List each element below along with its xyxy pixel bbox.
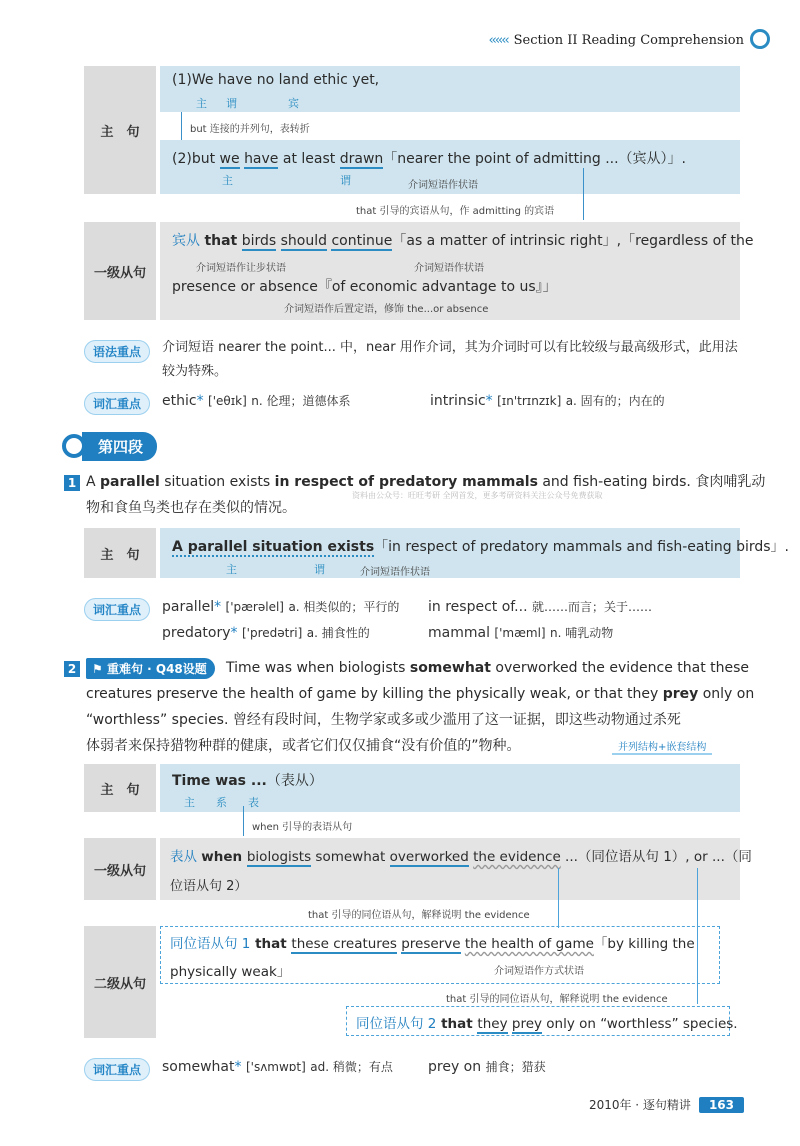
- footer: [589, 1096, 744, 1113]
- label-main-clause: 主 句: [84, 66, 156, 194]
- label-main-clause-3: 主 句: [84, 764, 156, 812]
- para4-s2-line3: “worthless” species. 曾经有段时间，生物学家或多或少滥用了这一证据，即这些动物通过杀死: [86, 712, 681, 728]
- adv-note-1: 介词短语作状语: [408, 180, 478, 191]
- clause-2: presence or absence『of economic advantage to us』」: [172, 279, 557, 295]
- sentence-number-2: 2: [64, 661, 80, 677]
- para4-s1-line1: A parallel situation exists in respect of predatory mammals and fish-eating birds. 食肉哺乳动: [86, 474, 766, 490]
- sentence-1: (1)We have no land ethic yet,: [172, 72, 380, 88]
- s2-clause-3: 同位语从句 2 that they prey only on “worthless” species.: [356, 1016, 738, 1032]
- tag-wei-3: 谓: [314, 563, 325, 576]
- link-note-3: that 引导的同位语从句，解释说明 the evidence: [308, 910, 530, 921]
- watermark: 资料由公众号：旺旺考研 全网首发，更多考研资料关注公众号免费获取: [352, 491, 603, 500]
- tag-zhu-4: 主: [184, 796, 195, 809]
- grammar-pill: 语法重点: [84, 340, 150, 363]
- para4-s2-line4: 体弱者来保持猎物种群的健康，或者它们仅仅捕食“没有价值的”物种。: [86, 738, 521, 754]
- vocab-parallel: parallel* ['pærəlel] a. 相类似的；平行的: [162, 599, 400, 615]
- adv-note-3: 介词短语作状语: [414, 263, 484, 274]
- link-line-2: [243, 806, 244, 836]
- link-line-3: [558, 868, 559, 928]
- vocab-prey-on: prey on 捕食；猎获: [428, 1059, 546, 1075]
- vocab-ethic: ethic* ['eθɪk] n. 伦理；道德体系: [162, 393, 351, 409]
- vocab-mammal: mammal ['mæml] n. 哺乳动物: [428, 625, 614, 641]
- header-title: Section II Reading Comprehension: [513, 32, 744, 48]
- tag-zhu-3: 主: [226, 563, 237, 576]
- sentence-number-1: 1: [64, 475, 80, 491]
- vocab-pill-1: 词汇重点: [84, 392, 150, 415]
- tag-wei-2: 谓: [340, 174, 351, 187]
- vocab-intrinsic: intrinsic* [ɪn'trɪnzɪk] a. 固有的；内在的: [430, 393, 665, 409]
- vocab-predatory: predatory* ['predətri] a. 捕食性的: [162, 625, 370, 641]
- header-arrows: ‹‹‹‹‹‹: [488, 32, 508, 48]
- attr-note: 介词短语作后置定语，修饰 the...or absence: [284, 304, 489, 315]
- adv-note-2: 介词短语作让步状语: [196, 263, 286, 274]
- link-note-4: that 引导的同位语从句，解释说明 the evidence: [446, 994, 668, 1005]
- vocab-in-respect-of: in respect of... 就……而言；关于……: [428, 599, 652, 615]
- vocab-pill-2: 词汇重点: [84, 598, 150, 621]
- tag-wei: 谓: [226, 97, 237, 110]
- running-header: [488, 30, 770, 50]
- s2-clause-2-line2: physically weak」: [170, 964, 291, 980]
- s1-main: A parallel situation exists「in respect of predatory mammals and fish-eating birds」.: [172, 539, 790, 555]
- magnifier-icon-2: [62, 434, 86, 458]
- flag-icon: ⚑: [92, 662, 103, 676]
- connector-line: [181, 112, 182, 140]
- page-number: 163: [699, 1097, 744, 1113]
- footer-text: 2010年 · 逐句精讲: [588, 1098, 691, 1112]
- section-title: 第四段: [82, 432, 157, 461]
- s2-clause-2: 同位语从句 1 that these creatures preserve the health of game「by killing the: [170, 936, 695, 952]
- s2-clause-1: 表从 when biologists somewhat overworked the evidence ...（同位语从句 1）, or ...（同: [170, 849, 752, 865]
- tag-zhu-2: 主: [222, 174, 233, 187]
- link-line-1: [583, 168, 584, 220]
- para4-s1-line2: 物和食鱼鸟类也存在类似的情况。: [86, 500, 296, 516]
- para4-s2-line1: Time was when biologists somewhat overworked the evidence that these: [226, 660, 750, 676]
- adv-note-5: 介词短语作方式状语: [494, 966, 584, 977]
- tag-biao: 表: [248, 796, 259, 809]
- sentence-2: (2)but we have at least drawn「nearer the point of admitting ...（宾从）」.: [172, 151, 686, 167]
- s2-clause-1-line2: 位语从句 2）: [170, 879, 248, 894]
- connector-note: but 连接的并列句，表转折: [190, 124, 310, 135]
- s2-main: Time was ...（表从）: [172, 773, 323, 789]
- link-note-2: when 引导的表语从句: [252, 822, 353, 833]
- clause-1: 宾从 that birds should continue「as a matter of intrinsic right」,「regardless of the: [172, 233, 754, 249]
- tag-xi: 系: [216, 796, 227, 809]
- label-level1: 一级从句: [84, 222, 156, 320]
- label-main-clause-2: 主 句: [84, 528, 156, 578]
- grammar-text: 介词短语 nearer the point... 中，near 用作介词，其为介词时可以有比较级与最高级形式，此用法较为特殊。: [162, 340, 738, 379]
- link-note-1: that 引导的宾语从句，作 admitting 的宾语: [356, 206, 555, 217]
- tag-bin: 宾: [288, 97, 299, 110]
- vocab-somewhat: somewhat* ['sʌmwɒt] ad. 稍微；有点: [162, 1059, 393, 1075]
- magnifier-icon: [750, 29, 770, 49]
- label-level1-2: 一级从句: [84, 838, 156, 900]
- structure-note: 并列结构+嵌套结构: [612, 738, 712, 755]
- tag-zhu: 主: [196, 97, 207, 110]
- adv-note-4: 介词短语作状语: [360, 567, 430, 578]
- vocab-pill-3: 词汇重点: [84, 1058, 150, 1081]
- difficult-sentence-badge: ⚑ 重难句 · Q48设题: [86, 658, 215, 679]
- label-level2: 二级从句: [84, 926, 156, 1038]
- para4-s2-line2: creatures preserve the health of game by killing the physically weak, or that they prey only on: [86, 686, 755, 702]
- section-heading: [62, 432, 157, 460]
